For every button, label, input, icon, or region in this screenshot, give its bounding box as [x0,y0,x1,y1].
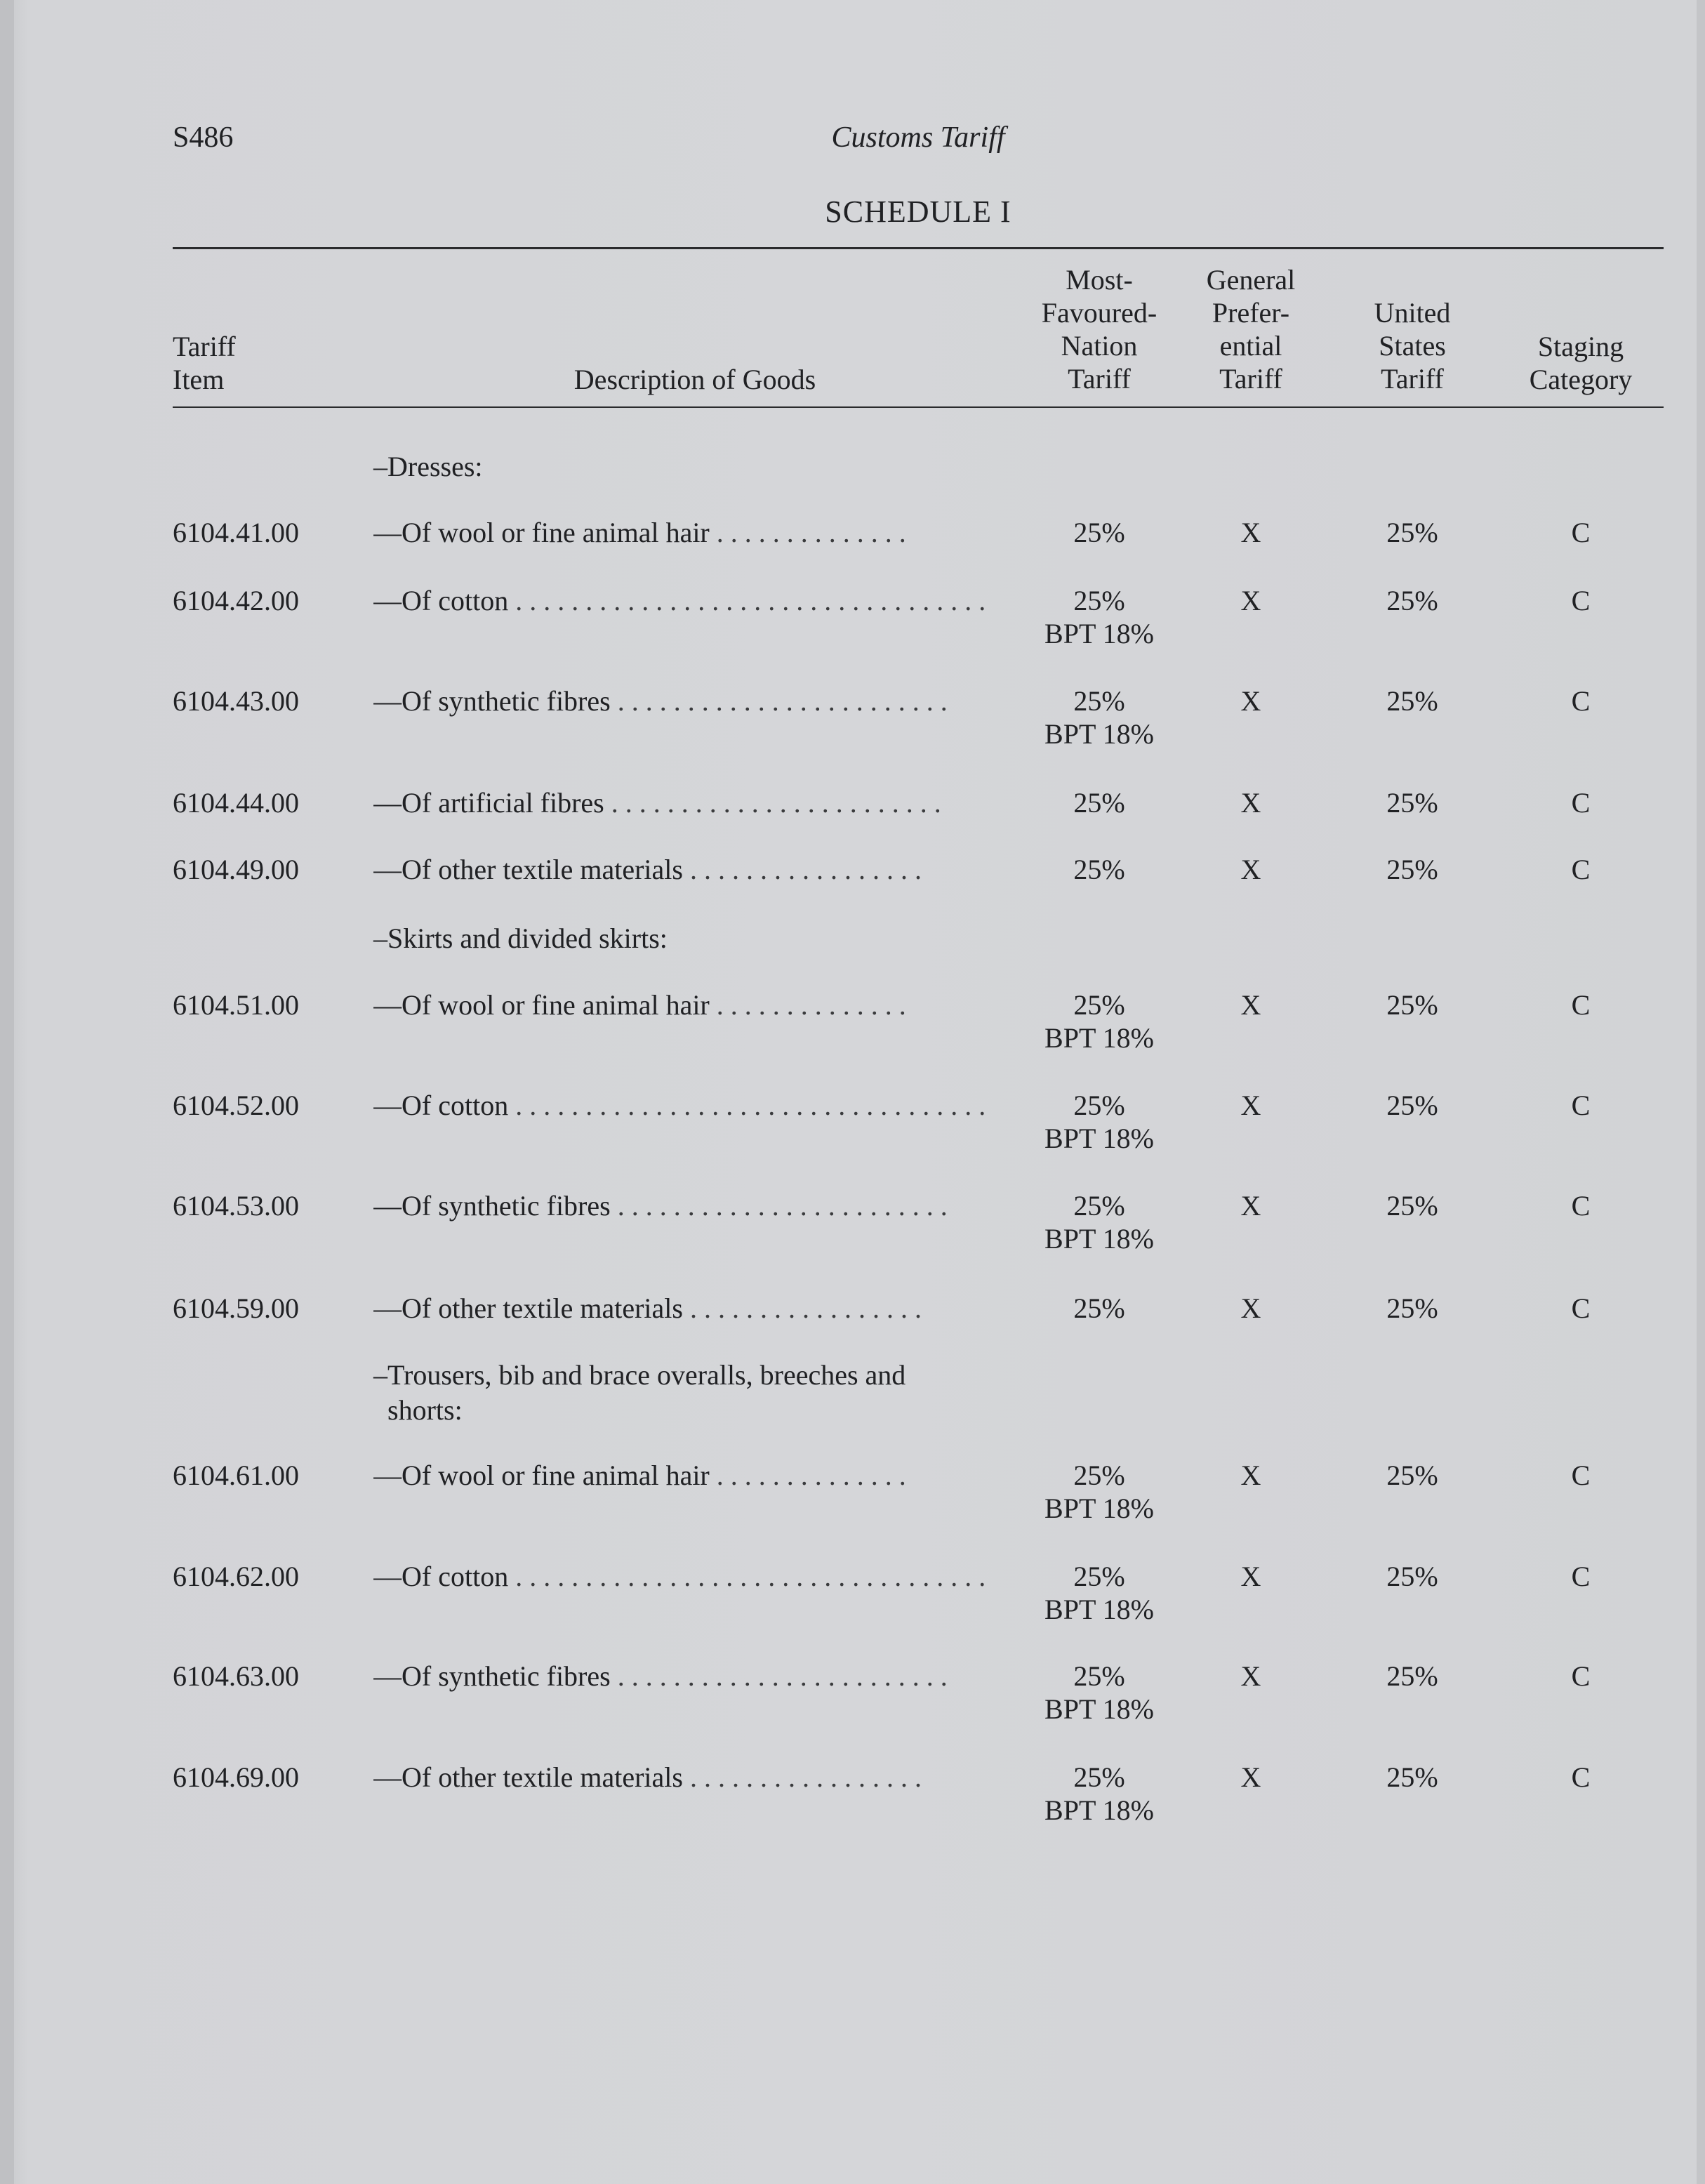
col-head-mfn-line: Tariff [1068,363,1131,395]
goods-description: ––Of other textile materials ................. [373,1292,929,1324]
mfn-rate [1022,988,1176,1054]
bpt-rate: BPT 18% [1044,1223,1154,1255]
table-row [173,1560,1664,1623]
mfn-rate-value: 25% [1073,1761,1125,1793]
goods-description: ––Of synthetic fibres ........................ [373,685,955,717]
bpt-rate: BPT 18% [1044,1493,1154,1524]
tariff-item-number: 6104.43.00 [173,685,299,717]
goods-description-text: ––Of synthetic fibres [373,1190,611,1222]
staging-category: C [1571,989,1591,1021]
goods-description: ––Of cotton .................................. [373,585,993,616]
tariff-item-number: 6104.52.00 [173,1090,299,1121]
gpt-rate: X [1240,517,1261,548]
tariff-item-number: 6104.49.00 [173,854,299,885]
gpt-rate: X [1240,585,1261,616]
section-label-trousers-line: shorts: [387,1394,463,1426]
table-top-rule [173,247,1664,249]
ust-rate: 25% [1386,1460,1438,1491]
mfn-rate [1022,1089,1176,1155]
ust-rate: 25% [1386,989,1438,1021]
staging-category: C [1571,1190,1591,1222]
tariff-item-number: 6104.59.00 [173,1292,299,1324]
staging-category: C [1571,1090,1591,1121]
ust-rate: 25% [1386,787,1438,819]
bpt-rate: BPT 18% [1044,1123,1154,1154]
ust-rate: 25% [1386,685,1438,717]
bpt-rate: BPT 18% [1044,1022,1154,1054]
mfn-rate-value: 25% [1073,989,1125,1021]
col-head-staging-line: Staging [1537,331,1624,362]
table-row [173,1089,1664,1152]
staging-category: C [1571,787,1591,819]
col-head-gpt-line: General [1206,264,1296,296]
col-head-mfn-line: Nation [1061,330,1138,362]
section-label-dresses: –Dresses: [373,451,483,482]
page-right-edge [1697,0,1705,2184]
goods-description: ––Of synthetic fibres ........................ [373,1190,955,1222]
ust-rate: 25% [1386,1660,1438,1692]
staging-category: C [1571,1561,1591,1592]
tariff-item-number: 6104.69.00 [173,1761,299,1793]
staging-category: C [1571,1761,1591,1793]
tariff-item-number: 6104.61.00 [173,1460,299,1491]
table-row [173,684,1664,748]
mfn-rate-value: 25% [1073,1190,1125,1222]
col-head-ust-line: States [1379,330,1446,362]
col-head-tariff-item-line: Item [173,364,225,395]
tariff-item-number: 6104.53.00 [173,1190,299,1222]
ust-rate: 25% [1386,1090,1438,1121]
goods-description-text: ––Of other textile materials [373,1761,683,1793]
section-label-skirts: –Skirts and divided skirts: [373,922,668,954]
goods-description-text: ––Of other textile materials [373,854,683,885]
gpt-rate: X [1240,1660,1261,1692]
gpt-rate: X [1240,1090,1261,1121]
mfn-rate-value: 25% [1073,1660,1125,1692]
table-row [173,1761,1664,1824]
page-binding-edge [0,0,14,2184]
table-row [173,1189,1664,1255]
bpt-rate: BPT 18% [1044,1693,1154,1725]
goods-description: ––Of cotton .................................. [373,1090,993,1121]
mfn-rate [1022,1761,1176,1827]
table-row [173,516,1664,579]
table-header-rule [173,406,1664,408]
goods-description-text: ––Of cotton [373,1561,509,1592]
col-head-staging [1511,330,1651,396]
table-row [173,988,1664,1052]
staging-category: C [1571,1292,1591,1324]
col-head-ust-line: Tariff [1381,363,1444,395]
bpt-rate: BPT 18% [1044,1794,1154,1826]
mfn-rate [1022,684,1176,750]
staging-category: C [1571,1660,1591,1692]
bpt-rate: BPT 18% [1044,1594,1154,1625]
page-header [173,121,1664,163]
ust-rate: 25% [1386,1561,1438,1592]
mfn-rate-value: 25% [1073,685,1125,717]
col-head-description: Description of Goods [573,364,816,395]
table-row [173,786,1664,849]
col-head-gpt [1188,263,1314,395]
mfn-rate-value: 25% [1073,1090,1125,1121]
mfn-rate-value: 25% [1073,585,1125,616]
gpt-rate: X [1240,1561,1261,1592]
goods-description-text: ––Of cotton [373,1090,509,1121]
goods-description: ––Of cotton .................................. [373,1561,993,1592]
mfn-rate-value: 25% [1073,1460,1125,1491]
section-label-trousers-line: –Trousers, bib and brace overalls, breeches and [373,1359,906,1391]
mfn-rate-value: 25% [1073,854,1125,885]
col-head-ust [1349,296,1475,395]
ust-rate: 25% [1386,1190,1438,1222]
ust-rate: 25% [1386,1292,1438,1324]
goods-description: ––Of wool or fine animal hair .............. [373,517,913,548]
bpt-rate: BPT 18% [1044,618,1154,649]
section-label-trousers [373,1358,905,1428]
mfn-rate [1022,1459,1176,1525]
staging-category: C [1571,517,1591,548]
tariff-item-number: 6104.44.00 [173,787,299,819]
tariff-item-number: 6104.51.00 [173,989,299,1021]
tariff-item-number: 6104.63.00 [173,1660,299,1692]
goods-description-text: ––Of wool or fine animal hair [373,989,710,1021]
goods-description: ––Of artificial fibres ........................ [373,787,948,819]
mfn-rate [1022,584,1176,650]
goods-description: ––Of wool or fine animal hair .............. [373,989,913,1021]
ust-rate: 25% [1386,517,1438,548]
table-row [173,1292,1664,1355]
goods-description-text: ––Of synthetic fibres [373,685,611,717]
col-head-gpt-line: Tariff [1219,363,1282,395]
goods-description-text: ––Of artificial fibres [373,787,604,819]
goods-description: ––Of other textile materials ................. [373,854,929,885]
tariff-item-number: 6104.41.00 [173,517,299,548]
mfn-rate [1022,516,1176,549]
goods-description-text: ––Of wool or fine animal hair [373,1460,710,1491]
col-head-mfn-line: Most- [1066,264,1133,296]
ust-rate: 25% [1386,854,1438,885]
goods-description-text: ––Of other textile materials [373,1292,683,1324]
staging-category: C [1571,685,1591,717]
mfn-rate [1022,1189,1176,1255]
ust-rate: 25% [1386,585,1438,616]
tariff-item-number: 6104.62.00 [173,1561,299,1592]
table-row [173,853,1664,916]
table-row [173,1459,1664,1522]
gpt-rate: X [1240,854,1261,885]
gpt-rate: X [1240,685,1261,717]
staging-category: C [1571,585,1591,616]
col-head-ust-line: United [1374,297,1451,329]
table-row [173,1660,1664,1723]
staging-category: C [1571,854,1591,885]
mfn-rate-value: 25% [1073,787,1125,819]
page-number: S486 [173,121,234,154]
gpt-rate: X [1240,1292,1261,1324]
ust-rate: 25% [1386,1761,1438,1793]
gpt-rate: X [1240,989,1261,1021]
col-head-gpt-line: ential [1219,330,1282,362]
goods-description: ––Of other textile materials ................. [373,1761,929,1793]
gpt-rate: X [1240,1761,1261,1793]
running-title: Customs Tariff [831,121,1005,154]
mfn-rate [1022,1560,1176,1626]
col-head-staging-line: Category [1529,364,1633,395]
col-head-mfn-line: Favoured- [1041,297,1157,329]
table-row [173,584,1664,647]
goods-description-text: ––Of cotton [373,585,509,616]
goods-description-text: ––Of synthetic fibres [373,1660,611,1692]
mfn-rate-value: 25% [1073,517,1125,548]
mfn-rate [1022,786,1176,819]
col-head-gpt-line: Prefer- [1212,297,1290,329]
goods-description-text: ––Of wool or fine animal hair [373,517,710,548]
bpt-rate: BPT 18% [1044,718,1154,750]
goods-description: ––Of synthetic fibres ........................ [373,1660,955,1692]
gpt-rate: X [1240,1460,1261,1491]
col-head-tariff-item [173,330,236,396]
gpt-rate: X [1240,1190,1261,1222]
col-head-mfn [1022,263,1176,395]
goods-description: ––Of wool or fine animal hair .............. [373,1460,913,1491]
mfn-rate-value: 25% [1073,1561,1125,1592]
col-head-tariff-item-line: Tariff [173,331,236,362]
gpt-rate: X [1240,787,1261,819]
mfn-rate [1022,1292,1176,1325]
mfn-rate [1022,853,1176,886]
staging-category: C [1571,1460,1591,1491]
schedule-title: SCHEDULE I [825,194,1011,229]
mfn-rate-value: 25% [1073,1292,1125,1324]
tariff-item-number: 6104.42.00 [173,585,299,616]
mfn-rate [1022,1660,1176,1726]
